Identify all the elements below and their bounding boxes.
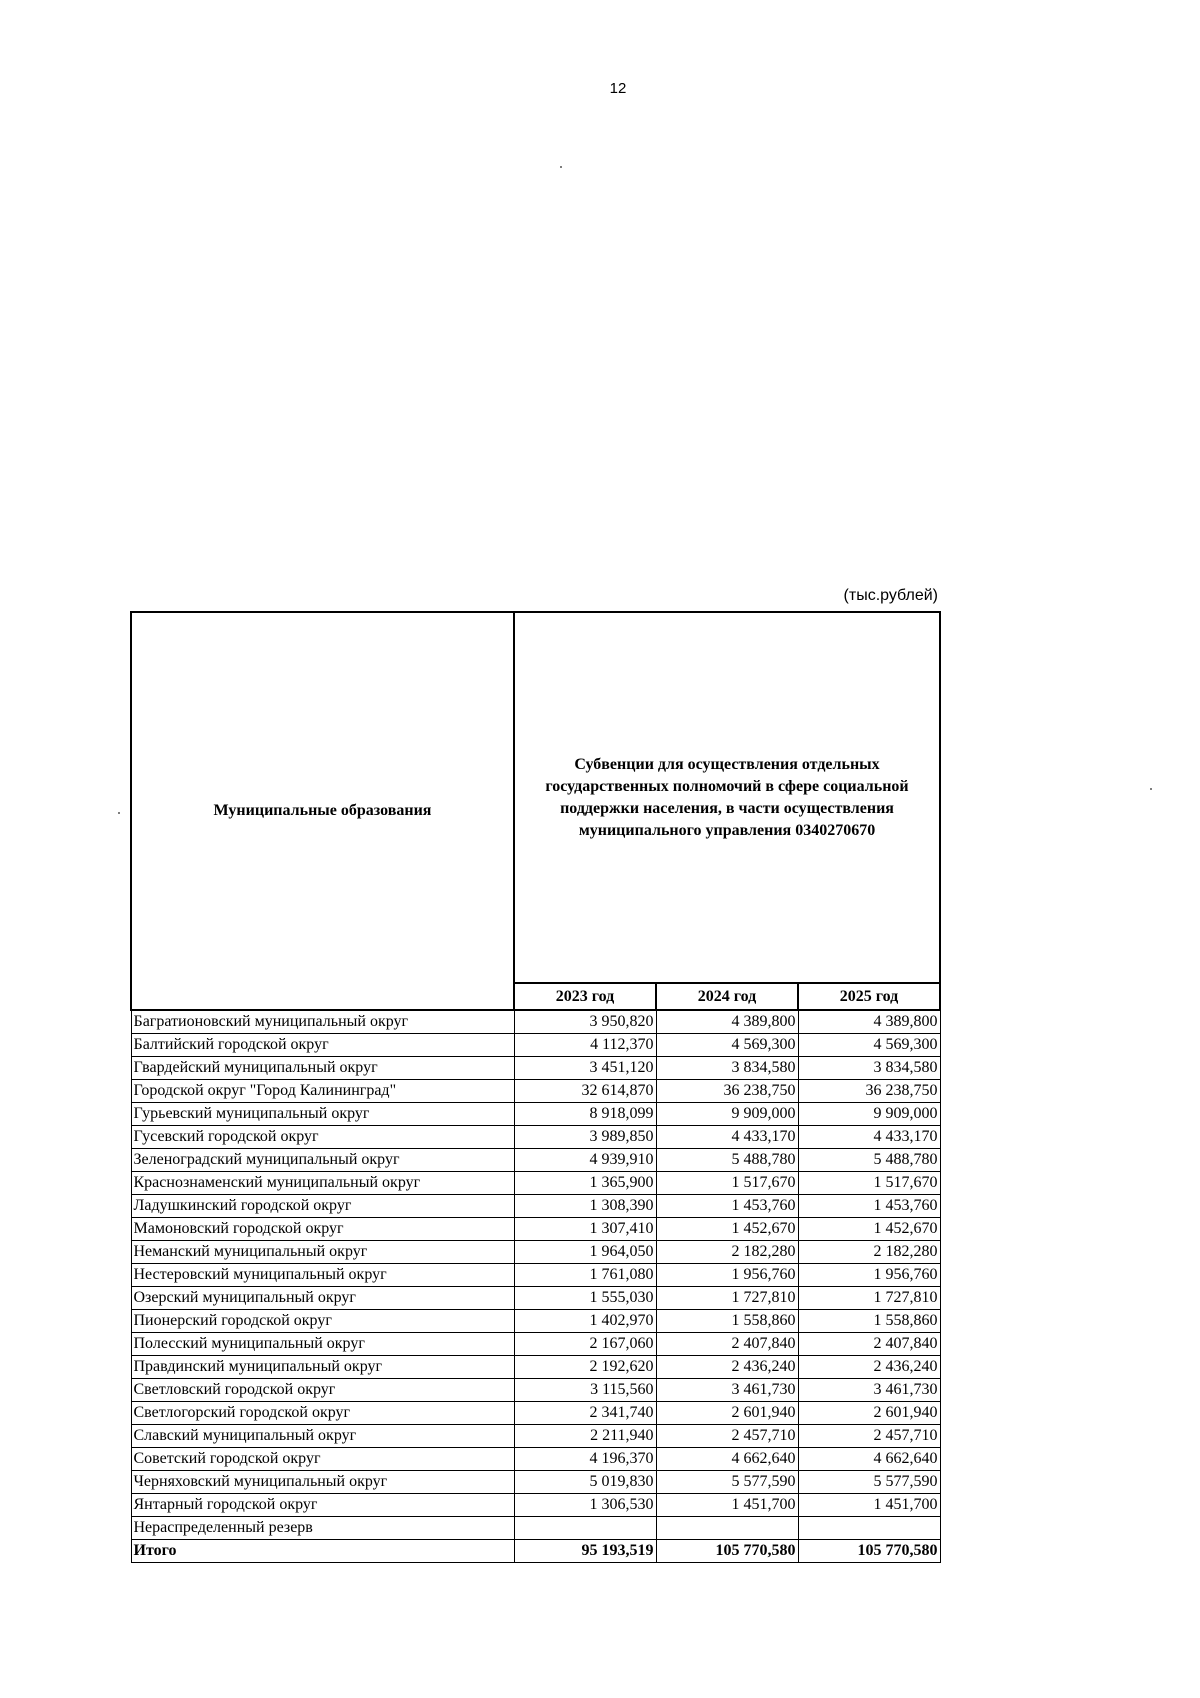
municipality-name: Нераспределенный резерв <box>131 1517 514 1540</box>
amount-2024: 2 457,710 <box>656 1425 798 1448</box>
municipality-name: Полесский муниципальный округ <box>131 1333 514 1356</box>
amount-2024: 4 389,800 <box>656 1010 798 1034</box>
table-row <box>131 1379 940 1402</box>
municipality-name: Багратионовский муниципальный округ <box>131 1010 514 1034</box>
amount-2025: 36 238,750 <box>798 1080 940 1103</box>
municipality-name: Черняховский муниципальный округ <box>131 1471 514 1494</box>
table-row <box>131 1356 940 1379</box>
amount-2025: 1 517,670 <box>798 1172 940 1195</box>
municipality-name: Зеленоградский муниципальный округ <box>131 1149 514 1172</box>
municipality-name: Советский городской округ <box>131 1448 514 1471</box>
amount-2025: 1 451,700 <box>798 1494 940 1517</box>
municipality-name: Правдинский муниципальный округ <box>131 1356 514 1379</box>
municipality-name: Гвардейский муниципальный округ <box>131 1057 514 1080</box>
municipality-name: Балтийский городской округ <box>131 1034 514 1057</box>
table-row <box>131 1126 940 1149</box>
amount-2023: 2 167,060 <box>514 1333 656 1356</box>
amount-2024: 4 569,300 <box>656 1034 798 1057</box>
table-row <box>131 1402 940 1425</box>
amount-2025: 2 182,280 <box>798 1241 940 1264</box>
amount-2025: 1 452,670 <box>798 1218 940 1241</box>
amount-2025: 5 488,780 <box>798 1149 940 1172</box>
amount-2023: 4 196,370 <box>514 1448 656 1471</box>
table-row <box>131 1333 940 1356</box>
table-row <box>131 1517 940 1540</box>
amount-2024: 2 182,280 <box>656 1241 798 1264</box>
municipality-name: Мамоновский городской округ <box>131 1218 514 1241</box>
amount-2025: 4 433,170 <box>798 1126 940 1149</box>
amount-2024: 3 834,580 <box>656 1057 798 1080</box>
amount-2023: 8 918,099 <box>514 1103 656 1126</box>
amount-2025: 4 662,640 <box>798 1448 940 1471</box>
amount-2025: 9 909,000 <box>798 1103 940 1126</box>
table-row <box>131 1287 940 1310</box>
table-row <box>131 1034 940 1057</box>
table-row <box>131 1448 940 1471</box>
amount-2024: 1 727,810 <box>656 1287 798 1310</box>
amount-2024: 1 453,760 <box>656 1195 798 1218</box>
amount-2024: 5 488,780 <box>656 1149 798 1172</box>
municipality-name: Пионерский городской округ <box>131 1310 514 1333</box>
amount-2023: 3 950,820 <box>514 1010 656 1034</box>
table-row <box>131 1310 940 1333</box>
total-label: Итого <box>131 1540 514 1563</box>
units-note: (тыс.рублей) <box>843 587 938 604</box>
table-row <box>131 1057 940 1080</box>
amount-2024: 2 407,840 <box>656 1333 798 1356</box>
table-row <box>131 1149 940 1172</box>
table-row <box>131 1425 940 1448</box>
amount-2024 <box>656 1517 798 1540</box>
amount-2023: 1 365,900 <box>514 1172 656 1195</box>
amount-2025: 1 453,760 <box>798 1195 940 1218</box>
municipality-name: Городской округ "Город Калининград" <box>131 1080 514 1103</box>
amount-2024: 4 662,640 <box>656 1448 798 1471</box>
amount-2024: 2 601,940 <box>656 1402 798 1425</box>
amount-2023: 2 211,940 <box>514 1425 656 1448</box>
municipality-name: Гусевский городской округ <box>131 1126 514 1149</box>
table-row <box>131 1080 940 1103</box>
table-row <box>131 1172 940 1195</box>
amount-2025: 5 577,590 <box>798 1471 940 1494</box>
amount-2023: 1 308,390 <box>514 1195 656 1218</box>
table-row <box>131 1494 940 1517</box>
amount-2025: 1 727,810 <box>798 1287 940 1310</box>
amount-2024: 2 436,240 <box>656 1356 798 1379</box>
table-row <box>131 1195 940 1218</box>
total-row <box>131 1540 940 1563</box>
table-row <box>131 1264 940 1287</box>
amount-2024: 1 517,670 <box>656 1172 798 1195</box>
amount-2023: 2 192,620 <box>514 1356 656 1379</box>
amount-2023: 3 451,120 <box>514 1057 656 1080</box>
table-row <box>131 1010 940 1034</box>
year-header-2023: 2023 год <box>514 983 656 1010</box>
amount-2023: 1 761,080 <box>514 1264 656 1287</box>
amount-2024: 36 238,750 <box>656 1080 798 1103</box>
amount-2025: 2 407,840 <box>798 1333 940 1356</box>
scan-speck <box>560 166 562 168</box>
amount-2023: 5 019,830 <box>514 1471 656 1494</box>
amount-2025: 1 558,860 <box>798 1310 940 1333</box>
amount-2023 <box>514 1517 656 1540</box>
amount-2025 <box>798 1517 940 1540</box>
amount-2023: 1 306,530 <box>514 1494 656 1517</box>
amount-2023: 2 341,740 <box>514 1402 656 1425</box>
municipality-name: Нестеровский муниципальный округ <box>131 1264 514 1287</box>
amount-2023: 3 115,560 <box>514 1379 656 1402</box>
amount-2025: 3 834,580 <box>798 1057 940 1080</box>
municipality-name: Светлогорский городской округ <box>131 1402 514 1425</box>
scan-speck <box>118 812 120 814</box>
year-header-2024: 2024 год <box>656 983 798 1010</box>
municipality-name: Ладушкинский городской округ <box>131 1195 514 1218</box>
amount-2024: 4 433,170 <box>656 1126 798 1149</box>
page-number: 12 <box>609 80 627 97</box>
table-row <box>131 1218 940 1241</box>
total-amount-2023: 95 193,519 <box>514 1540 656 1563</box>
municipality-name: Янтарный городской округ <box>131 1494 514 1517</box>
amount-2025: 3 461,730 <box>798 1379 940 1402</box>
total-amount-2025: 105 770,580 <box>798 1540 940 1563</box>
total-amount-2024: 105 770,580 <box>656 1540 798 1563</box>
amount-2025: 2 457,710 <box>798 1425 940 1448</box>
amount-2025: 2 436,240 <box>798 1356 940 1379</box>
table-row <box>131 1103 940 1126</box>
amount-2024: 1 451,700 <box>656 1494 798 1517</box>
amount-2025: 4 569,300 <box>798 1034 940 1057</box>
amount-2023: 4 939,910 <box>514 1149 656 1172</box>
amount-2025: 2 601,940 <box>798 1402 940 1425</box>
municipality-name: Озерский муниципальный округ <box>131 1287 514 1310</box>
amount-2023: 1 555,030 <box>514 1287 656 1310</box>
municipality-name: Неманский муниципальный округ <box>131 1241 514 1264</box>
amount-2023: 1 964,050 <box>514 1241 656 1264</box>
amount-2023: 4 112,370 <box>514 1034 656 1057</box>
amount-2024: 5 577,590 <box>656 1471 798 1494</box>
municipality-name: Гурьевский муниципальный округ <box>131 1103 514 1126</box>
amount-2024: 1 452,670 <box>656 1218 798 1241</box>
table-body <box>131 1010 940 1563</box>
municipality-name: Краснознаменский муниципальный округ <box>131 1172 514 1195</box>
table-row <box>131 1241 940 1264</box>
amount-2023: 3 989,850 <box>514 1126 656 1149</box>
amount-2024: 1 956,760 <box>656 1264 798 1287</box>
subvention-header: Субвенции для осуществления отдельных государственных полномочий в сфере социальной поддержки населения, в части осуществления муниципального управления 0340270670 <box>514 612 940 983</box>
municipal-header: Муниципальные образования <box>131 612 514 1010</box>
municipality-name: Славский муниципальный округ <box>131 1425 514 1448</box>
table-row <box>131 1471 940 1494</box>
municipality-name: Светловский городской округ <box>131 1379 514 1402</box>
amount-2023: 32 614,870 <box>514 1080 656 1103</box>
amount-2025: 1 956,760 <box>798 1264 940 1287</box>
subvention-table <box>130 611 941 1563</box>
amount-2023: 1 307,410 <box>514 1218 656 1241</box>
amount-2023: 1 402,970 <box>514 1310 656 1333</box>
year-header-2025: 2025 год <box>798 983 940 1010</box>
amount-2024: 9 909,000 <box>656 1103 798 1126</box>
amount-2024: 3 461,730 <box>656 1379 798 1402</box>
amount-2024: 1 558,860 <box>656 1310 798 1333</box>
scan-speck <box>1150 788 1152 790</box>
amount-2025: 4 389,800 <box>798 1010 940 1034</box>
